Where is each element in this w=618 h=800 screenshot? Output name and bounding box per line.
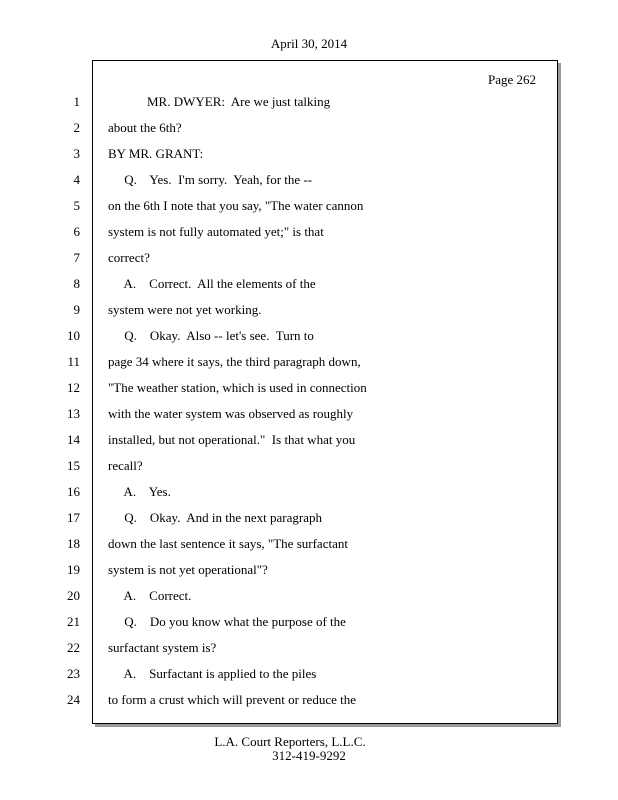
page-number: Page 262 bbox=[487, 72, 536, 87]
transcript-line: with the water system was observed as roughly bbox=[108, 406, 354, 421]
line-number: 6 bbox=[73, 224, 80, 239]
line-number: 3 bbox=[73, 146, 80, 161]
line-number: 11 bbox=[67, 354, 80, 369]
line-number: 4 bbox=[73, 172, 80, 187]
transcript-line: BY MR. GRANT: bbox=[108, 146, 204, 161]
transcript-line: page 34 where it says, the third paragraph down, bbox=[108, 354, 361, 369]
transcript-line: system is not yet operational"? bbox=[108, 562, 268, 577]
line-number: 14 bbox=[67, 432, 80, 447]
line-number: 5 bbox=[73, 198, 80, 213]
page-date: April 30, 2014 bbox=[270, 36, 348, 51]
line-number: 22 bbox=[67, 640, 80, 655]
transcript-line: Q. Okay. Also -- let's see. Turn to bbox=[108, 328, 314, 343]
transcript-line: correct? bbox=[108, 250, 150, 265]
line-number: 18 bbox=[67, 536, 80, 551]
transcript-line: on the 6th I note that you say, "The water cannon bbox=[108, 198, 364, 213]
line-number: 24 bbox=[67, 692, 80, 707]
transcript-line: Q. Okay. And in the next paragraph bbox=[108, 510, 322, 525]
transcript-line: about the 6th? bbox=[108, 120, 182, 135]
transcript-line: surfactant system is? bbox=[108, 640, 217, 655]
transcript-line: MR. DWYER: Are we just talking bbox=[108, 94, 331, 109]
line-number: 10 bbox=[67, 328, 80, 343]
transcript-line: Q. Yes. I'm sorry. Yeah, for the -- bbox=[108, 172, 313, 187]
line-number: 17 bbox=[67, 510, 80, 525]
transcript-line: A. Correct. bbox=[108, 588, 192, 603]
line-number: 20 bbox=[67, 588, 80, 603]
transcript-line: to form a crust which will prevent or reduce the bbox=[108, 692, 356, 707]
footer-phone: 312-419-9292 bbox=[272, 748, 346, 763]
line-number: 21 bbox=[67, 614, 80, 629]
footer-firm-name: L.A. Court Reporters, L.L.C. bbox=[214, 734, 366, 749]
line-number: 2 bbox=[73, 120, 80, 135]
transcript-line: A. Correct. All the elements of the bbox=[108, 276, 316, 291]
line-number: 7 bbox=[73, 250, 80, 265]
transcript-line: A. Yes. bbox=[108, 484, 171, 499]
transcript-line: system is not fully automated yet;" is that bbox=[108, 224, 324, 239]
transcript-line: down the last sentence it says, "The surfactant bbox=[108, 536, 348, 551]
line-number: 12 bbox=[67, 380, 80, 395]
transcript-line: system were not yet working. bbox=[108, 302, 262, 317]
line-number: 9 bbox=[73, 302, 80, 317]
transcript-line: installed, but not operational." Is that what you bbox=[108, 432, 356, 447]
line-number: 16 bbox=[67, 484, 80, 499]
transcript-line: recall? bbox=[108, 458, 143, 473]
transcript-line: "The weather station, which is used in connection bbox=[108, 380, 367, 395]
line-number: 1 bbox=[73, 94, 80, 109]
line-number: 19 bbox=[67, 562, 80, 577]
transcript-line: Q. Do you know what the purpose of the bbox=[108, 614, 346, 629]
line-number: 13 bbox=[67, 406, 80, 421]
line-number: 8 bbox=[73, 276, 80, 291]
transcript-line: A. Surfactant is applied to the piles bbox=[108, 666, 317, 681]
line-number: 15 bbox=[67, 458, 80, 473]
line-number: 23 bbox=[67, 666, 80, 681]
